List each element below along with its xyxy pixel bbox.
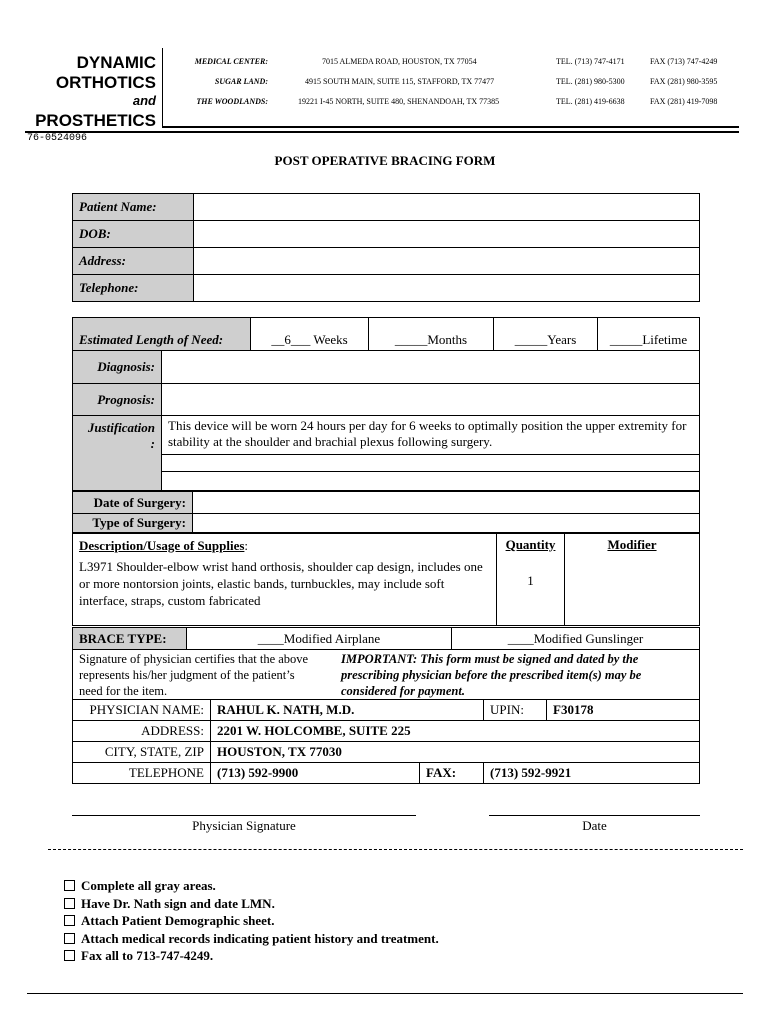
justification-label-colon: : xyxy=(150,436,155,451)
brace-type-label: BRACE TYPE: xyxy=(73,628,187,650)
need-weeks[interactable]: __6___ Weeks xyxy=(251,318,369,351)
dob-label: DOB: xyxy=(73,221,194,248)
checklist xyxy=(64,877,439,965)
diagnosis-label: Diagnosis: xyxy=(73,351,162,384)
signature-note: Signature of physician certifies that the above represents his/her judgment of the patient’s need for the item. xyxy=(79,652,309,698)
checklist-item[interactable] xyxy=(64,877,439,895)
tax-id: 76-0524096 xyxy=(27,133,88,144)
location-fax: FAX (281) 419-7098 xyxy=(650,97,718,106)
physician-city-label: CITY, STATE, ZIP xyxy=(73,742,211,763)
prognosis-label: Prognosis: xyxy=(73,384,162,416)
telephone-label: Telephone: xyxy=(73,275,194,302)
checklist-item[interactable] xyxy=(64,895,439,913)
physician-telephone-label: TELEPHONE xyxy=(73,763,211,784)
checkbox-icon[interactable] xyxy=(64,933,75,944)
header-rule-top xyxy=(162,126,739,128)
location-address: 4915 SOUTH MAIN, SUITE 115, STAFFORD, TX 77477 xyxy=(305,77,495,86)
supplies-table xyxy=(72,533,700,626)
patient-name-label: Patient Name: xyxy=(73,194,194,221)
company-logo xyxy=(20,54,156,132)
logo-line-2: ORTHOTICS xyxy=(55,73,156,92)
quantity-header: Quantity xyxy=(505,537,556,552)
notes-block xyxy=(72,649,700,699)
need-row xyxy=(72,317,700,351)
address-field[interactable] xyxy=(194,248,700,275)
header-rule-bottom xyxy=(25,131,739,133)
physician-table xyxy=(72,699,700,784)
location-fax: FAX (713) 747-4249 xyxy=(650,57,718,66)
diagnosis-field[interactable] xyxy=(162,351,700,384)
supplies-desc-colon: : xyxy=(244,538,249,553)
type-of-surgery-label: Type of Surgery: xyxy=(73,514,193,533)
date-signature-line[interactable] xyxy=(489,815,700,816)
supplies-description xyxy=(73,534,497,626)
patient-name-field[interactable] xyxy=(194,194,700,221)
need-years[interactable]: _____Years xyxy=(494,318,598,351)
cut-line xyxy=(48,849,743,850)
checklist-item[interactable] xyxy=(64,947,439,965)
type-of-surgery-field[interactable] xyxy=(193,514,700,533)
physician-fax: (713) 592-9921 xyxy=(484,763,700,784)
physician-signature-label: Physician Signature xyxy=(192,818,296,833)
physician-address: 2201 W. HOLCOMBE, SUITE 225 xyxy=(211,721,700,742)
justification-label xyxy=(73,416,162,491)
need-lifetime[interactable]: _____Lifetime xyxy=(598,318,700,351)
date-of-surgery-field[interactable] xyxy=(193,492,700,514)
upin-value: F30178 xyxy=(547,700,700,721)
upin-label: UPIN: xyxy=(484,700,547,721)
checklist-item-label: Fax all to 713-747-4249. xyxy=(81,948,214,963)
brace-option-airplane[interactable]: ____Modified Airplane xyxy=(187,628,452,650)
justification-text[interactable]: This device will be worn 24 hours per day for 6 weeks to optimally position the upper extremity for stability at the shoulder and brachial plexus following surgery. xyxy=(162,416,700,455)
location-label: SUGAR LAND: xyxy=(214,77,268,86)
location-tel: TEL. (281) 419-6638 xyxy=(556,97,625,106)
checkbox-icon[interactable] xyxy=(64,915,75,926)
physician-signature-line[interactable] xyxy=(72,815,416,816)
prognosis-field[interactable] xyxy=(162,384,700,416)
telephone-field[interactable] xyxy=(194,275,700,302)
logo-line-1: DYNAMIC xyxy=(76,53,156,72)
checkbox-icon[interactable] xyxy=(64,950,75,961)
supplies-desc-header: Description/Usage of Supplies xyxy=(79,538,245,553)
checklist-item-label: Complete all gray areas. xyxy=(81,878,216,893)
location-label: THE WOODLANDS: xyxy=(196,97,268,106)
checklist-item-label: Attach Patient Demographic sheet. xyxy=(81,913,275,928)
checklist-item[interactable] xyxy=(64,930,439,948)
justification-label-text: Justification xyxy=(87,420,155,435)
address-label: Address: xyxy=(73,248,194,275)
footer-rule xyxy=(27,993,743,994)
modifier-header: Modifier xyxy=(607,537,657,552)
quantity-value[interactable]: 1 xyxy=(527,573,534,588)
supplies-desc-text[interactable]: L3971 Shoulder-elbow wrist hand orthosis, shoulder cap design, includes one or more nontorsion joints, elastic bands, turnbuckles, may include soft interface, straps, custom fabricated xyxy=(79,559,483,608)
surgery-table xyxy=(72,491,700,533)
form-title: POST OPERATIVE BRACING FORM xyxy=(274,153,496,168)
date-signature-label: Date xyxy=(582,818,607,833)
checklist-item-label: Have Dr. Nath sign and date LMN. xyxy=(81,895,275,911)
brace-type-row xyxy=(72,627,700,650)
logo-line-3: and xyxy=(132,93,156,108)
location-tel: TEL. (281) 980-5300 xyxy=(556,77,625,86)
physician-address-label: ADDRESS: xyxy=(73,721,211,742)
checkbox-icon[interactable] xyxy=(64,898,75,909)
justification-line-2[interactable] xyxy=(162,455,700,472)
checklist-item-label: Attach medical records indicating patient history and treatment. xyxy=(81,930,439,946)
patient-table xyxy=(72,193,700,302)
physician-telephone: (713) 592-9900 xyxy=(211,763,420,784)
date-of-surgery-label: Date of Surgery: xyxy=(73,492,193,514)
location-address: 7015 ALMEDA ROAD, HOUSTON, TX 77054 xyxy=(322,57,477,66)
clinical-table xyxy=(72,350,700,491)
physician-fax-label: FAX: xyxy=(419,763,483,784)
physician-name-label: PHYSICIAN NAME: xyxy=(73,700,211,721)
physician-city: HOUSTON, TX 77030 xyxy=(211,742,700,763)
justification-line-3[interactable] xyxy=(162,472,700,491)
logo-line-4: PROSTHETICS xyxy=(35,111,156,130)
supplies-quantity xyxy=(497,534,565,626)
physician-name: RAHUL K. NATH, M.D. xyxy=(211,700,484,721)
supplies-modifier xyxy=(565,534,700,626)
checkbox-icon[interactable] xyxy=(64,880,75,891)
location-fax: FAX (281) 980-3595 xyxy=(650,77,718,86)
need-label: Estimated Length of Need: xyxy=(73,318,251,351)
brace-option-gunslinger[interactable]: ____Modified Gunslinger xyxy=(452,628,700,650)
important-note: IMPORTANT: This form must be signed and dated by the prescribing physician before the prescribed item(s) may be considered for payment. xyxy=(341,652,642,698)
location-label: MEDICAL CENTER: xyxy=(194,57,268,66)
location-tel: TEL. (713) 747-4171 xyxy=(556,57,625,66)
need-months[interactable]: _____Months xyxy=(369,318,494,351)
header-divider xyxy=(162,48,163,128)
location-address: 19221 I-45 NORTH, SUITE 480, SHENANDOAH, TX 77385 xyxy=(298,97,500,106)
checklist-item[interactable] xyxy=(64,912,439,930)
dob-field[interactable] xyxy=(194,221,700,248)
